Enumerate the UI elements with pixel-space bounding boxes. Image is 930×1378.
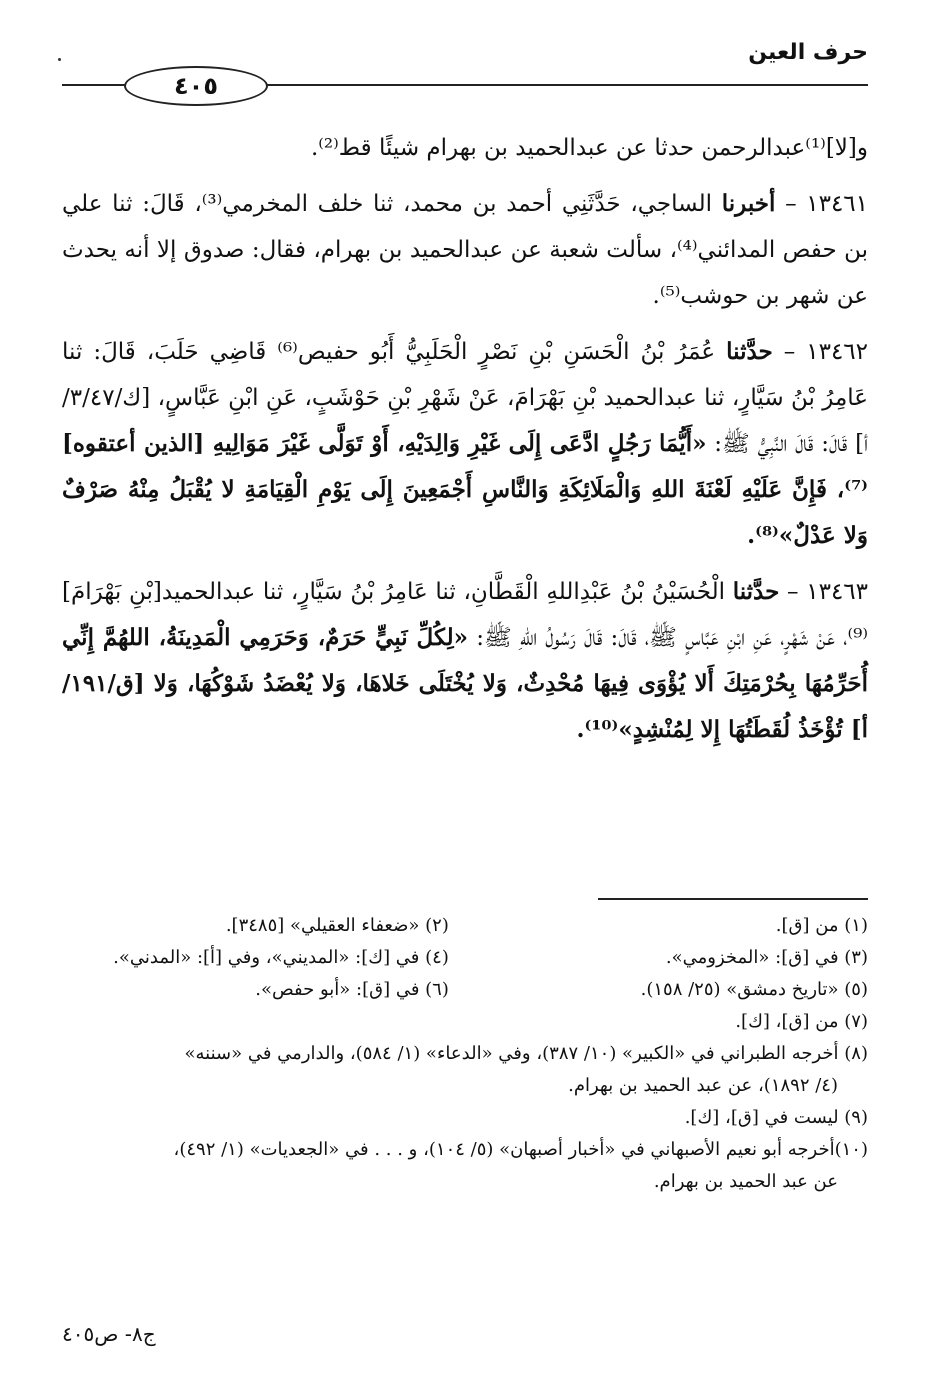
- footnote-separator: [598, 898, 868, 900]
- hadith-quote: «أَيُّمَا رَجُلٍ ادَّعَى إِلَى غَيْرِ وَالِدَيْهِ، أَوْ تَوَلَّى غَيْرَ مَوَالِيهِ [الذين أعتقوه]⁽⁷⁾، فَإِنَّ عَلَيْهِ لَعْنَةَ اللهِ وَالْمَلَائِكَةِ وَالنَّاسِ أَجْمَعِينَ إِلَى يَوْمِ الْقِيَامَةِ لا يُقْبَلُ مِنْهُ صَرْفٌ وَلا عَدْلٌ»⁽⁸⁾.: [62, 430, 868, 549]
- footnote-7: (٧) من [ق]، [ك].: [735, 1011, 868, 1032]
- hadith-13461: [62, 181, 868, 319]
- hadith-number: ١٣٤٦٢ –: [783, 339, 869, 365]
- opening-line: و[لا]⁽¹⁾عبدالرحمن حدثا عن عبدالحميد بن بهرام شيئًا قط⁽²⁾.: [310, 135, 868, 161]
- footnote-5: (٥) «تاريخ دمشق» (٢٥/ ١٥٨).: [640, 979, 868, 1000]
- footnote-4: (٤) في [ك]: «المديني»، وفي [أ]: «المدني».: [113, 947, 449, 968]
- hadith-chain: عُمَرُ بْنُ الْحَسَنِ بْنِ نَصْرٍ الْحَلَبِيُّ أَبُو حفيص⁽⁶⁾ قَاضِي حَلَبَ، قَالَ: ثنا عَامِرُ بْنُ سَيَّارٍ، ثنا عبدالحميد بْنِ بَهْرَامَ، عَنْ شَهْرِ بْنِ حَوْشَبٍ، عَنِ ابْنِ عَبَّاسٍ، [ك/٣/٤٧/أ] قَالَ: قَالَ النَّبِيُّ ﷺ:: [62, 339, 868, 457]
- footnote-8: (٨) أخرجه الطبراني في «الكبير» (١٠/ ٣٨٧)، وفي «الدعاء» (١/ ٥٨٤)، والدارمي في «سننه»: [184, 1043, 868, 1064]
- hadith-13463: [62, 569, 868, 753]
- footnote-2: (٢) «ضعفاء العقيلي» [٣٤٨٥].: [225, 915, 449, 936]
- footnote-10: (١٠)أخرجه أبو نعيم الأصبهاني في «أخبار أصبهان» (٥/ ١٠٤)، و . . . في «الجعديات» (١/ ٤٩٢)،: [173, 1139, 868, 1160]
- footnote-6: (٦) في [ق]: «أبو حفص».: [255, 979, 449, 1000]
- footnote-row: [62, 974, 868, 1006]
- page-mark: [58, 58, 61, 61]
- footnote-3: (٣) في [ق]: «المخزومي».: [665, 947, 868, 968]
- page-number: ٤٠٥: [124, 66, 268, 106]
- hadith-lead: حدَّثنا: [732, 578, 780, 605]
- footnote-1: (١) من [ق].: [775, 915, 868, 936]
- hadith-13462: [62, 329, 868, 559]
- hadith-lead: حدَّثنا: [726, 338, 773, 365]
- hadith-number: ١٣٤٦٣ –: [787, 579, 869, 605]
- hadith-lead: أخبرنا: [721, 190, 776, 217]
- footnote-8-cont: (٤/ ١٨٩٢)، عن عبد الحميد بن بهرام.: [568, 1075, 838, 1096]
- hadith-number: ١٣٤٦١ –: [785, 191, 869, 217]
- page-header: [62, 40, 868, 110]
- footnote-row: [62, 942, 868, 974]
- footnote-10-cont: عن عبد الحميد بن بهرام.: [653, 1171, 838, 1192]
- hadith-quote: «لِكُلِّ نَبِيٍّ حَرَمٌ، وَحَرَمِي الْمَدِينَةُ، اللهُمَّ إِنِّي أُحَرِّمُهَا بِحُرْمَتِكَ أَلا يُؤْوَى فِيهَا مُحْدِثٌ، وَلا يُخْتَلَى خَلاهَا، وَلا يُعْضَدُ شَوْكُهَا، وَلا [ق/١٩١/أ] تُؤْخَذُ لُقَطَتُهَا إِلا لِمُنْشِدٍ»⁽¹⁰⁾.: [62, 624, 868, 743]
- footnote-row: [62, 910, 868, 942]
- chapter-title: حرف العين: [748, 40, 868, 65]
- page-reference: ج٨- ص٤٠٥: [62, 1322, 156, 1346]
- main-text: [62, 125, 868, 763]
- footnotes: [62, 910, 868, 1198]
- hadith-chain: الْحُسَيْنُ بْنُ عَبْدِاللهِ الْقَطَّانِ، ثنا عَامِرُ بْنُ سَيَّارٍ، ثنا عبدالحميد[بْنِ بَهْرَامَ]⁽⁹⁾، عَنْ شَهْرٍ، عَنِ ابْنِ عَبَّاسٍ ﷺ، قَالَ: قَالَ رَسُولُ اللهِ ﷺ:: [62, 579, 869, 651]
- hadith-text: الساجي، حَدَّثَنِي أحمد بن محمد، ثنا خلف المخرمي⁽³⁾، قَالَ: ثنا علي بن حفص المدائني⁽⁴⁾، سألت شعبة عن عبدالحميد بن بهرام، فقال: صدوق إلا أنه يحدث عن شهر بن حوشب⁽⁵⁾.: [62, 191, 868, 309]
- footnote-9: (٩) ليست في [ق]، [ك].: [684, 1107, 868, 1128]
